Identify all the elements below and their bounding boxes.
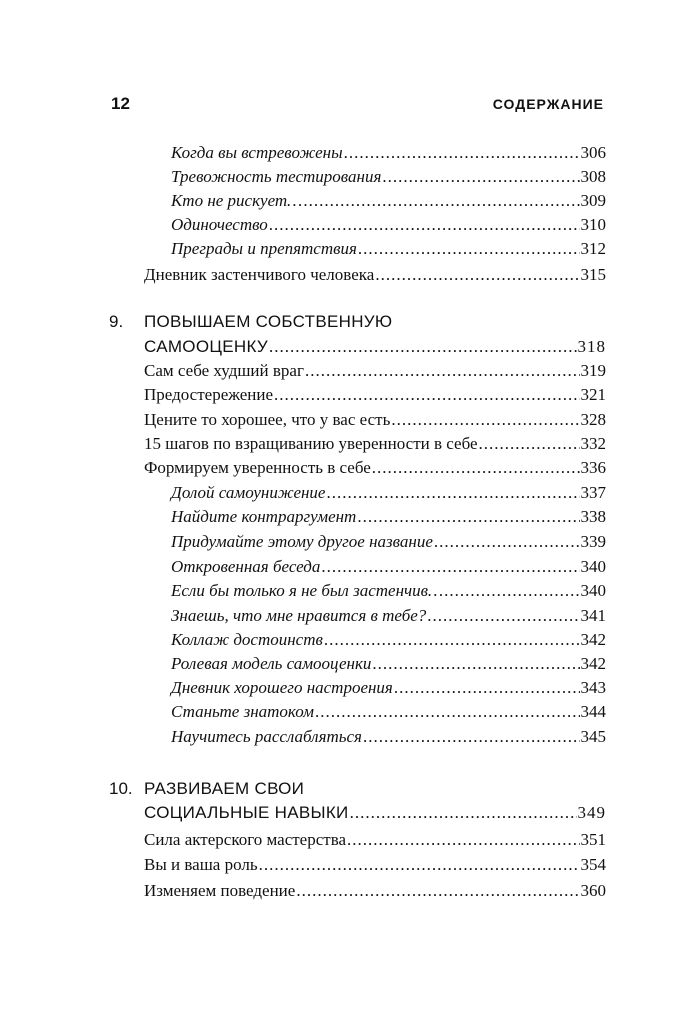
- toc-entry-title: Когда вы встревожены: [171, 143, 343, 162]
- dot-leader: [344, 141, 580, 165]
- toc-entry-page: 328: [580, 410, 606, 429]
- dot-leader: [394, 676, 580, 700]
- toc-entry[interactable]: [171, 555, 606, 579]
- dot-leader: [375, 263, 579, 287]
- chapter-title: ПОВЫШАЕМ СОБСТВЕННУЮ: [144, 312, 393, 331]
- toc-entry-page: 342: [580, 630, 606, 649]
- toc-entry-title: Тревожность тестирования: [171, 167, 382, 186]
- dot-leader: [296, 879, 579, 903]
- toc-entry-page: 306: [580, 143, 606, 162]
- dot-leader: [259, 853, 580, 877]
- page-header: [0, 93, 691, 115]
- toc-entry[interactable]: [171, 141, 606, 165]
- toc-entry[interactable]: [144, 853, 606, 877]
- toc-entry[interactable]: [171, 505, 606, 529]
- toc-entry-page: 336: [580, 458, 606, 477]
- dot-leader: [305, 359, 580, 383]
- toc-entry[interactable]: [144, 456, 606, 480]
- dot-leader: [350, 801, 577, 825]
- toc-entry-page: 308: [580, 167, 606, 186]
- toc-entry-title: Сам себе худший враг: [144, 361, 304, 380]
- dot-leader: [269, 213, 580, 237]
- toc-entry-title: Преграды и препятствия: [171, 239, 357, 258]
- dot-leader: [274, 383, 579, 407]
- toc-entry[interactable]: [171, 237, 606, 261]
- toc-entry[interactable]: [171, 579, 606, 603]
- toc-entry-page: 321: [580, 385, 606, 404]
- toc-entry-title: Придумайте этому другое название: [171, 532, 433, 551]
- toc-entry[interactable]: [171, 213, 606, 237]
- dot-leader: [326, 481, 579, 505]
- toc-entry[interactable]: [144, 408, 606, 432]
- toc-entry-page: 340: [580, 581, 606, 600]
- toc-entry-title: Станьте знатоком: [171, 702, 314, 721]
- toc-entry-page: 344: [580, 702, 606, 721]
- toc-entry-title: Откровенная беседа: [171, 557, 321, 576]
- chapter-title: РАЗВИВАЕМ СВОИ: [144, 779, 305, 798]
- toc-entry[interactable]: [144, 383, 606, 407]
- toc-entry-page: 351: [580, 830, 606, 849]
- dot-leader: [372, 652, 579, 676]
- chapter-heading-entry[interactable]: [144, 335, 606, 359]
- toc-entry-page: 318: [577, 337, 606, 356]
- chapter-title-continued: САМООЦЕНКУ: [144, 337, 268, 356]
- dot-leader: [358, 237, 580, 261]
- toc-entry-page: 337: [580, 483, 606, 502]
- toc-entry-title: Коллаж достоинств: [171, 630, 323, 649]
- toc-entry-page: 315: [580, 265, 606, 284]
- dot-leader: [382, 165, 579, 189]
- toc-entry[interactable]: [171, 530, 606, 554]
- toc-entry[interactable]: [144, 879, 606, 903]
- toc-entry-page: 340: [580, 557, 606, 576]
- toc-entry-page: 319: [580, 361, 606, 380]
- toc-entry-title: Дневник застенчивого человека: [144, 265, 375, 284]
- toc-entry[interactable]: [171, 676, 606, 700]
- toc-entry[interactable]: [171, 628, 606, 652]
- dot-leader: [324, 628, 580, 652]
- toc-entry[interactable]: [171, 189, 606, 213]
- page-number: 12: [111, 94, 130, 113]
- toc-entry-title: Найдите контраргумент: [171, 507, 357, 526]
- toc-entry[interactable]: [144, 828, 606, 852]
- toc-entry-title: Сила актерского мастерства: [144, 830, 347, 849]
- toc-entry-page: 345: [580, 727, 606, 746]
- toc-entry-page: 354: [580, 855, 606, 874]
- toc-entry-title: Знаешь, что мне нравится в тебе?: [171, 606, 427, 625]
- toc-entry-title: Вы и ваша роль: [144, 855, 258, 874]
- toc-entry[interactable]: [171, 725, 606, 749]
- dot-leader: [427, 604, 579, 628]
- dot-leader: [391, 408, 579, 432]
- chapter-number: 9.: [109, 312, 124, 331]
- toc-entry-page: 341: [580, 606, 606, 625]
- toc-entry-title: Научитесь расслабляться: [171, 727, 362, 746]
- toc-entry-title: Если бы только я не был застенчив…: [171, 581, 444, 600]
- toc-entry[interactable]: [171, 481, 606, 505]
- toc-entry-page: 349: [577, 803, 606, 822]
- toc-entry[interactable]: [144, 432, 606, 456]
- dot-leader: [321, 555, 579, 579]
- dot-leader: [372, 456, 580, 480]
- toc-entry-title: Цените то хорошее, что у вас есть: [144, 410, 391, 429]
- toc-entry-page: 342: [580, 654, 606, 673]
- toc-entry-page: 310: [580, 215, 606, 234]
- dot-leader: [363, 725, 580, 749]
- toc-entry-title: Долой самоунижение: [171, 483, 326, 502]
- toc-entry-page: 343: [580, 678, 606, 697]
- dot-leader: [347, 828, 579, 852]
- toc-entry[interactable]: [171, 165, 606, 189]
- toc-entry-title: 15 шагов по взращиванию уверенности в себе: [144, 434, 478, 453]
- toc-entry[interactable]: [171, 652, 606, 676]
- toc-entry[interactable]: [144, 359, 606, 383]
- toc-entry-page: 338: [580, 507, 606, 526]
- dot-leader: [357, 505, 579, 529]
- toc-entry[interactable]: [171, 604, 606, 628]
- toc-entry-page: 309: [580, 191, 606, 210]
- toc-entry-page: 339: [580, 532, 606, 551]
- toc-entry-title: Одиночество: [171, 215, 268, 234]
- chapter-heading-entry[interactable]: [144, 801, 606, 825]
- dot-leader: [434, 530, 580, 554]
- dot-leader: [315, 700, 580, 724]
- toc-entry[interactable]: [144, 263, 606, 287]
- dot-leader: [303, 189, 579, 213]
- toc-entry[interactable]: [171, 700, 606, 724]
- dot-leader: [444, 579, 579, 603]
- toc-entry-page: 332: [580, 434, 606, 453]
- chapter-number: 10.: [109, 779, 133, 798]
- toc-entry-title: Предостережение: [144, 385, 274, 404]
- dot-leader: [479, 432, 580, 456]
- toc-entry-title: Изменяем поведение: [144, 881, 296, 900]
- toc-entry-title: Дневник хорошего настроения: [171, 678, 393, 697]
- running-title: СОДЕРЖАНИЕ: [492, 96, 604, 112]
- toc-entry-page: 360: [580, 881, 606, 900]
- dot-leader: [269, 335, 577, 359]
- chapter-title-continued: СОЦИАЛЬНЫЕ НАВЫКИ: [144, 803, 349, 822]
- toc-entry-title: Ролевая модель самооценки: [171, 654, 372, 673]
- toc-entry-title: Формируем уверенность в себе: [144, 458, 371, 477]
- toc-entry-page: 312: [580, 239, 606, 258]
- toc-entry-title: Кто не рискует…: [171, 191, 303, 210]
